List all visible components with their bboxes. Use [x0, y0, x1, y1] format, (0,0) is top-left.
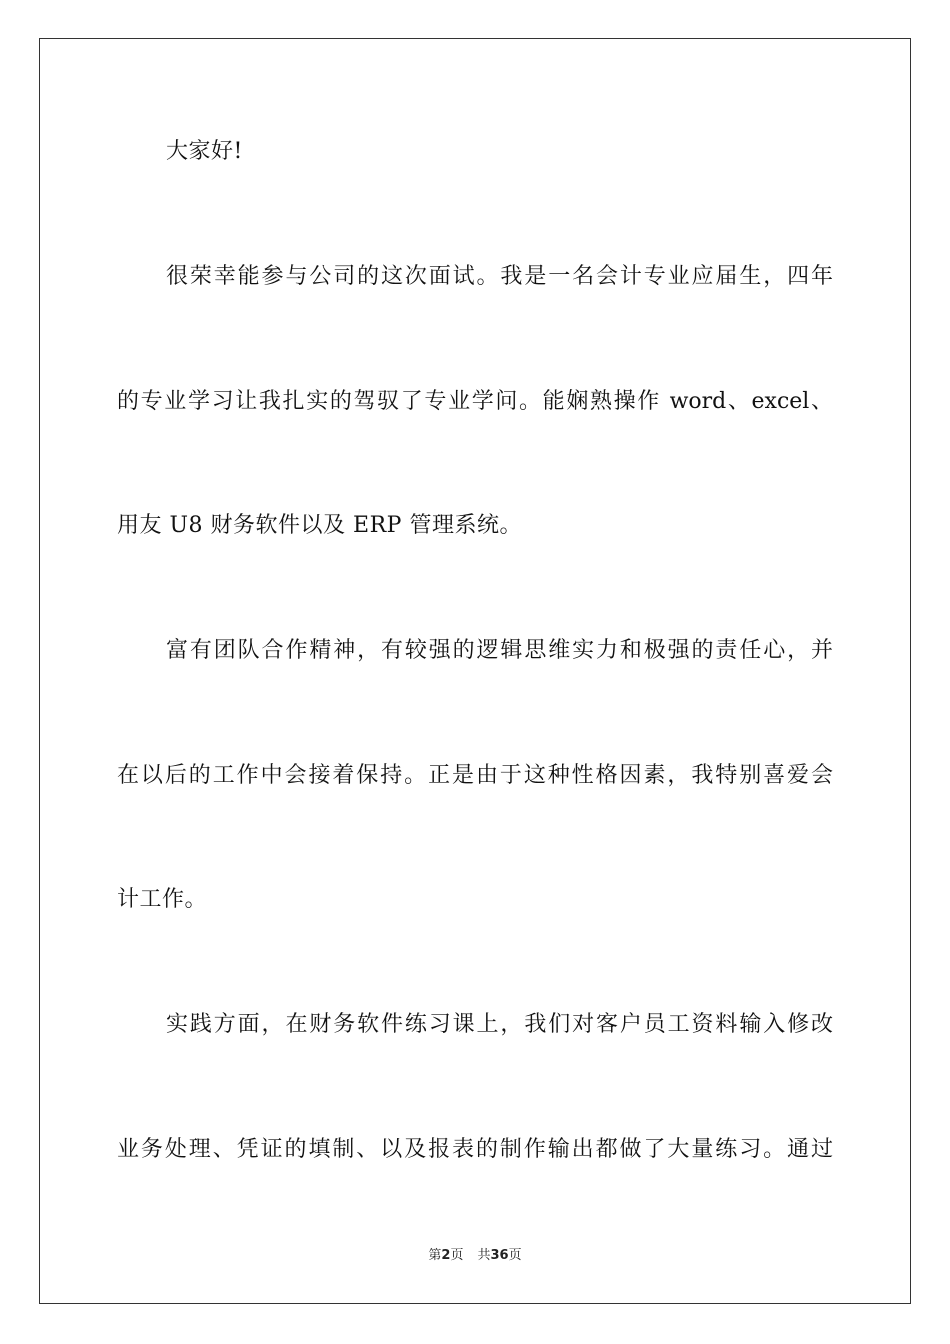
- page-prefix: 第: [428, 1248, 442, 1263]
- page-footer: [0, 1247, 950, 1265]
- page-border: [39, 38, 911, 1304]
- total-suffix: 页: [508, 1248, 522, 1263]
- paragraph-1-line-3: 用友 U8 财务软件以及 ERP 管理系统。: [117, 513, 522, 538]
- paragraph-3-line-1: 实践方面，在财务软件练习课上，我们对客户员工资料输入修改: [166, 1012, 833, 1037]
- paragraph-2-line-2: 在以后的工作中会接着保持。正是由于这种性格因素，我特别喜爱会: [117, 763, 833, 788]
- total-pages: 36: [490, 1248, 509, 1263]
- paragraph-1-line-1: 很荣幸能参与公司的这次面试。我是一名会计专业应届生，四年: [166, 264, 833, 289]
- page-number: 2: [441, 1248, 451, 1263]
- paragraph-2-line-1: 富有团队合作精神，有较强的逻辑思维实力和极强的责任心，并: [166, 638, 833, 663]
- page-suffix: 页: [450, 1248, 464, 1263]
- greeting-line: 大家好!: [166, 139, 243, 164]
- paragraph-2-line-3: 计工作。: [117, 887, 208, 912]
- total-prefix: 共: [477, 1248, 491, 1263]
- paragraph-1-line-2: 的专业学习让我扎实的驾驭了专业学问。能娴熟操作 word、excel、: [117, 389, 833, 414]
- paragraph-3-line-2: 业务处理、凭证的填制、以及报表的制作输出都做了大量练习。通过: [117, 1137, 833, 1162]
